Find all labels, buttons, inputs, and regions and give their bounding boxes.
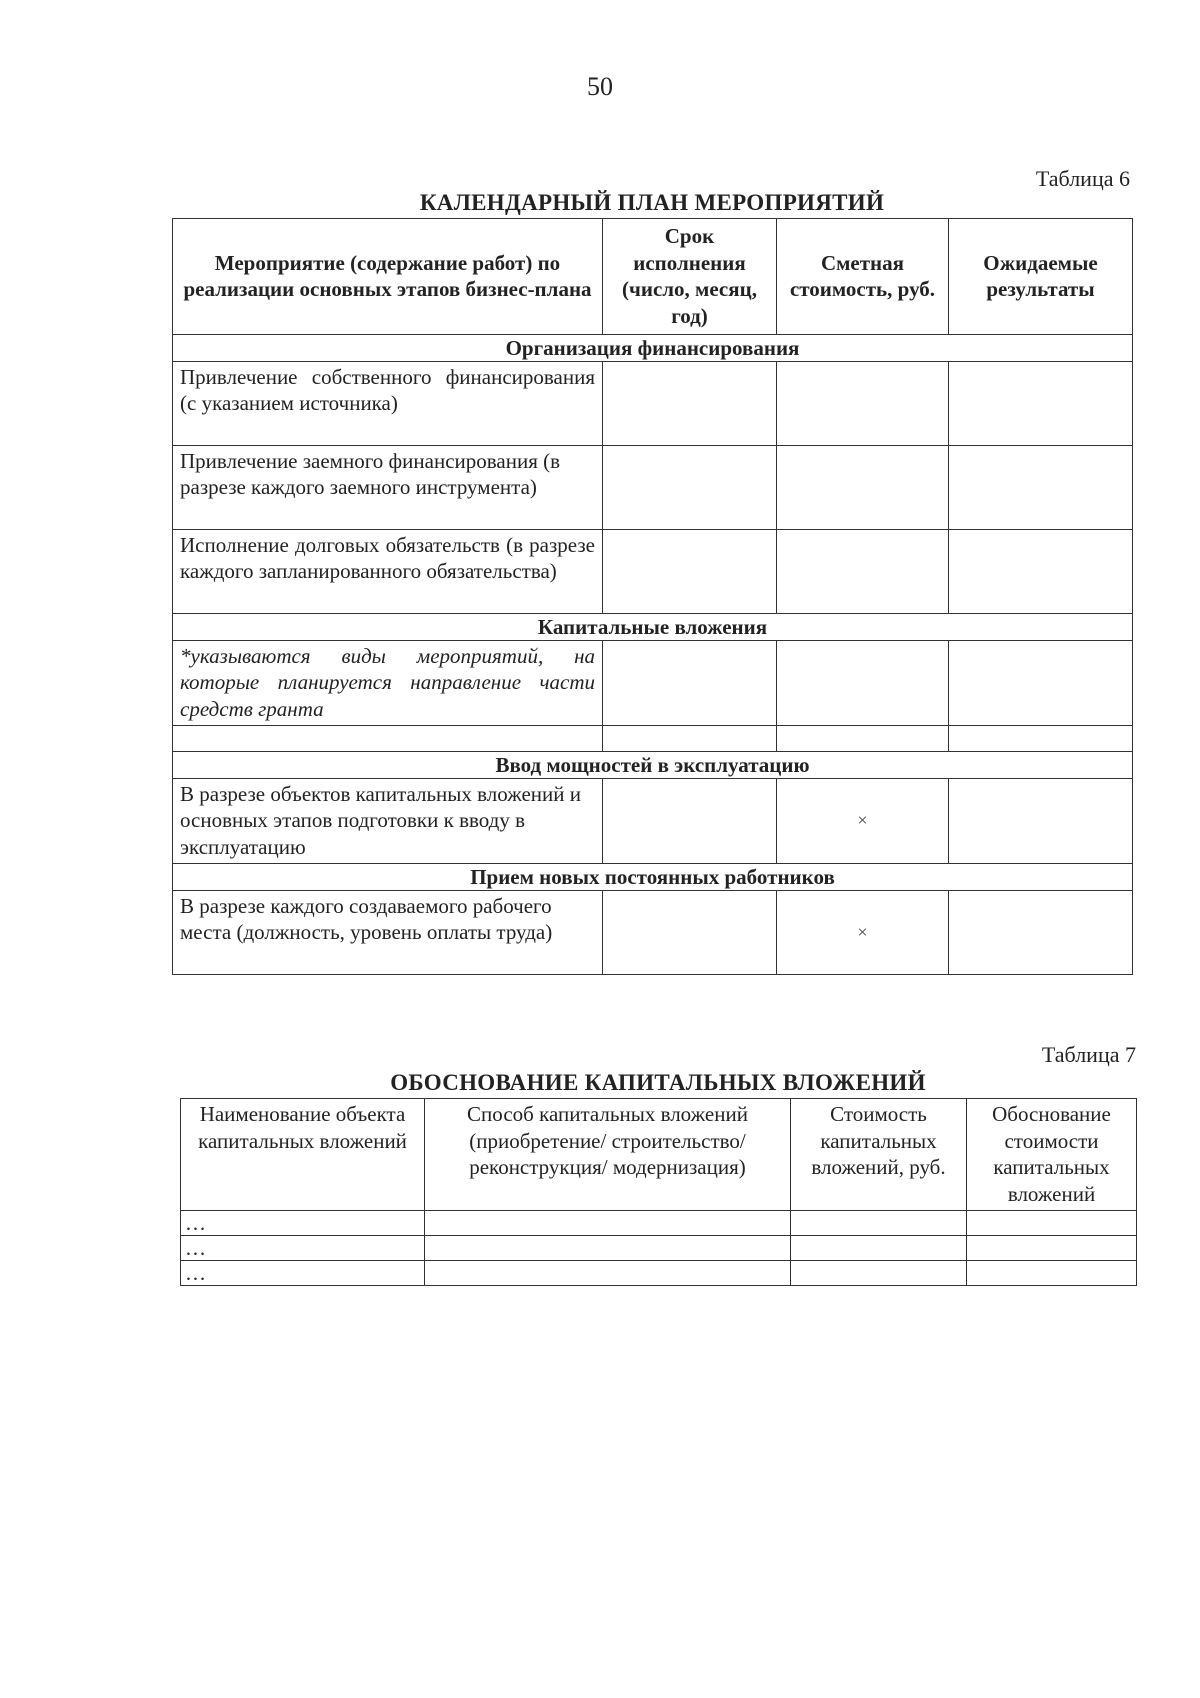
header-investment-cost: Стоимость капитальных вложений, руб. (791, 1099, 967, 1211)
ellipsis-cell: … (181, 1261, 425, 1286)
results-cell (949, 778, 1133, 863)
header-activity: Мероприятие (содержание работ) по реализации основных этапов бизнес-плана (173, 219, 603, 335)
table6-title: КАЛЕНДАРНЫЙ ПЛАН МЕРОПРИЯТИЙ (419, 190, 885, 215)
deadline-cell (603, 361, 777, 445)
deadline-cell (603, 640, 777, 725)
activity-cell: В разрезе каждого создаваемого рабочего места (должность, уровень оплаты труда) (173, 890, 603, 974)
table-row (173, 640, 1133, 725)
section-title-capital-investments: Капитальные вложения (173, 613, 1133, 640)
header-investment-method: Способ капитальных вложений (приобретение/ строительство/реконструкция/ модернизация) (425, 1099, 791, 1211)
section-row (173, 751, 1133, 778)
ellipsis-cell: … (181, 1236, 425, 1261)
ellipsis-cell: … (181, 1211, 425, 1236)
table-row (173, 778, 1133, 863)
deadline-cell (603, 725, 777, 751)
deadline-cell (603, 778, 777, 863)
activity-cell: Привлечение заемного финансирования (в разрезе каждого заемного инструмента) (173, 445, 603, 529)
table-row (181, 1261, 1137, 1286)
table7-title: ОБОСНОВАНИЕ КАПИТАЛЬНЫХ ВЛОЖЕНИЙ (390, 1070, 926, 1095)
header-cost-justification: Обоснование стоимости капитальных вложений (967, 1099, 1137, 1211)
section-row (173, 863, 1133, 890)
section-title-financing: Организация финансирования (173, 334, 1133, 361)
cross-mark: × (777, 890, 949, 974)
activity-cell: В разрезе объектов капитальных вложений и основных этапов подготовки к вводу в эксплуатацию (173, 778, 603, 863)
activity-cell (173, 725, 603, 751)
activity-cell: Исполнение долговых обязательств (в разрезе каждого запланированного обязательства) (173, 529, 603, 613)
cross-mark: × (777, 778, 949, 863)
header-object-name: Наименование объекта капитальных вложений (181, 1099, 425, 1211)
section-title-commissioning: Ввод мощностей в эксплуатацию (173, 751, 1133, 778)
results-cell (949, 890, 1133, 974)
table-row (181, 1211, 1137, 1236)
results-cell (949, 725, 1133, 751)
table-row (173, 890, 1133, 974)
results-cell (949, 529, 1133, 613)
cost-cell (777, 445, 949, 529)
table-row (173, 725, 1133, 751)
cost-cell (777, 725, 949, 751)
deadline-cell (603, 890, 777, 974)
capital-investments-table (180, 1098, 1137, 1286)
page-number: 50 (587, 72, 613, 101)
deadline-cell (603, 445, 777, 529)
table7-label: Таблица 7 (1041, 1042, 1136, 1067)
activity-cell: *указываются виды мероприятий, на которые планируется направление части средств гранта (173, 640, 603, 725)
activity-cell: Привлечение собственного финансирования (с указанием источника) (173, 361, 603, 445)
table-row (181, 1236, 1137, 1261)
section-row (173, 613, 1133, 640)
results-cell (949, 361, 1133, 445)
section-row (173, 334, 1133, 361)
header-deadline: Срок исполнения (число, месяц, год) (603, 219, 777, 335)
header-expected-results: Ожидаемые результаты (949, 219, 1133, 335)
header-estimated-cost: Сметная стоимость, руб. (777, 219, 949, 335)
section-title-new-employees: Прием новых постоянных работников (173, 863, 1133, 890)
results-cell (949, 640, 1133, 725)
table6-label: Таблица 6 (1035, 166, 1130, 191)
results-cell (949, 445, 1133, 529)
calendar-plan-table (172, 218, 1133, 975)
cost-cell (777, 361, 949, 445)
cost-cell (777, 640, 949, 725)
table-row (173, 529, 1133, 613)
table-row (173, 361, 1133, 445)
deadline-cell (603, 529, 777, 613)
cost-cell (777, 529, 949, 613)
table-row (173, 445, 1133, 529)
